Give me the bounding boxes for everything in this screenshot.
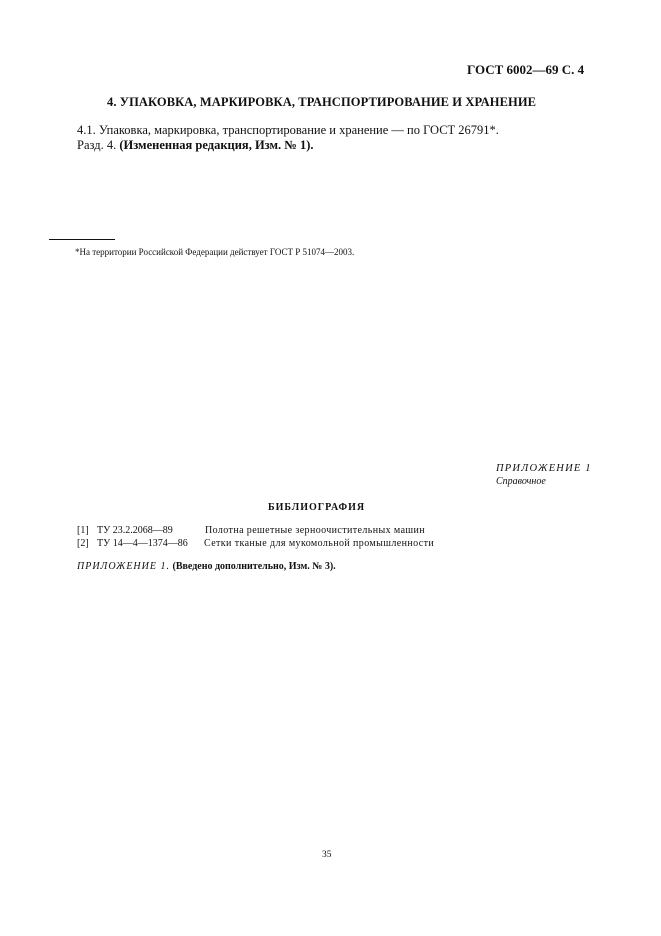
bib-entry-2-code: ТУ 14—4—1374—86 [97,538,188,549]
document-header: ГОСТ 6002—69 С. 4 [467,62,585,77]
appendix-note-bold: (Введено дополнительно, Изм. № 3). [172,561,336,572]
appendix-sublabel: Справочное [496,476,546,487]
bib-entry-1-code: ТУ 23.2.2068—89 [97,525,173,536]
page-number: 35 [322,850,332,860]
appendix-note-italic: ПРИЛОЖЕНИЕ 1. [77,561,170,572]
bib-entry-2-description: Сетки тканые для мукомольной промышленности [204,538,435,549]
appendix-label: ПРИЛОЖЕНИЕ 1 [496,463,592,474]
footnote-divider [49,239,115,240]
clause-4-1: 4.1. Упаковка, маркировка, транспортирование и хранение — по ГОСТ 26791*. [77,123,499,137]
bib-entry-1-number: [1] [77,525,89,536]
bibliography-title: БИБЛИОГРАФИЯ [268,502,366,513]
section-revision-note [77,138,314,153]
revision-note-bold: (Измененная редакция, Изм. № 1). [119,138,314,152]
footnote: *На территории Российской Федерации действует ГОСТ Р 51074—2003. [75,247,355,257]
revision-note-prefix: Разд. 4. [77,138,117,152]
bib-entry-1-description: Полотна решетные зерноочистительных машин [205,525,426,536]
section-title: 4. УПАКОВКА, МАРКИРОВКА, ТРАНСПОРТИРОВАНИЕ И ХРАНЕНИЕ [107,95,537,109]
appendix-revision-note [77,561,336,572]
bib-entry-2-number: [2] [77,538,89,549]
